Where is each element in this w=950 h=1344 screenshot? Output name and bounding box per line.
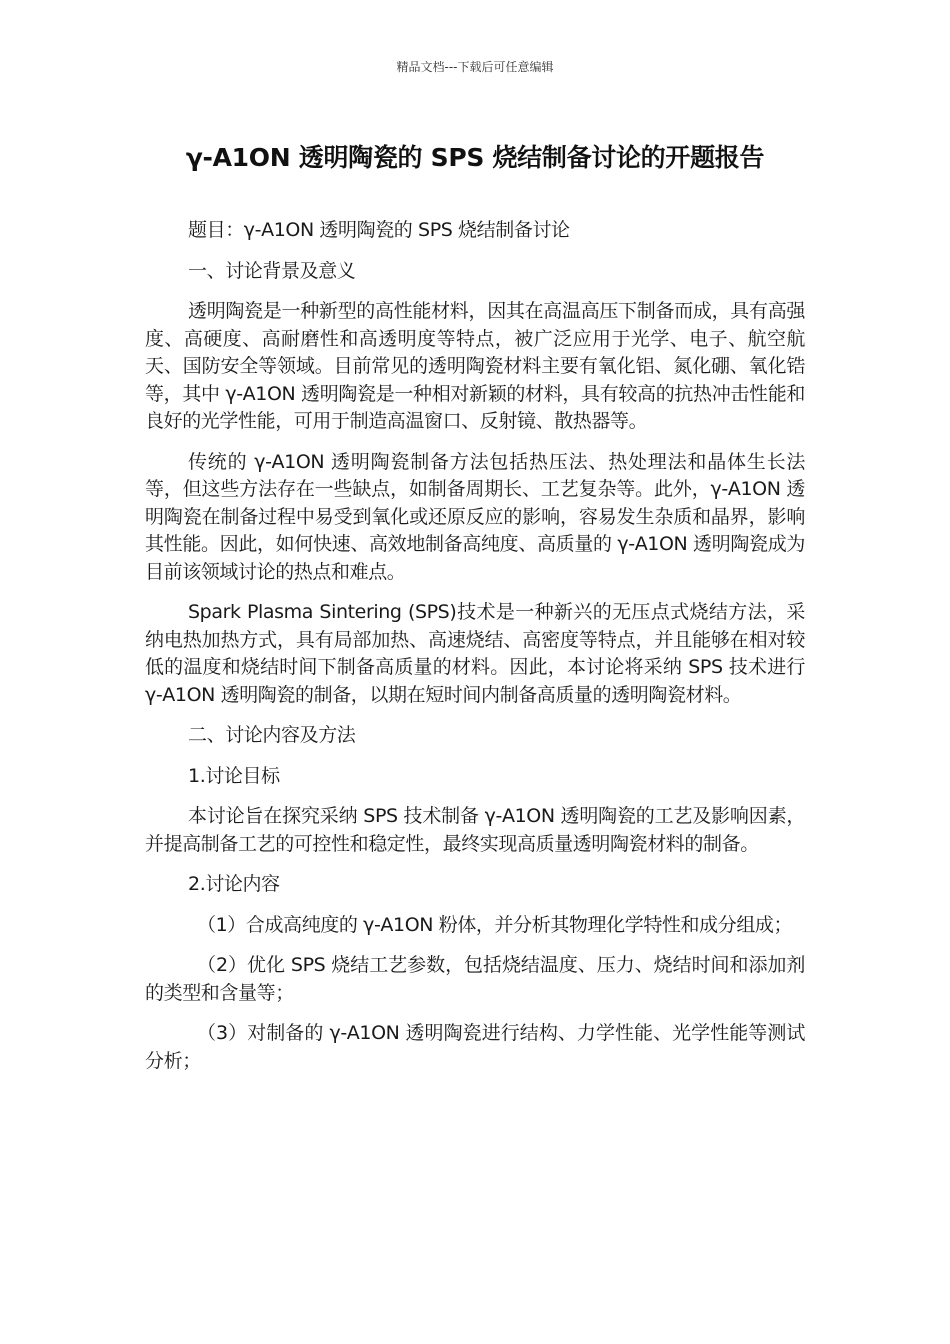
paragraph-background-1: 透明陶瓷是一种新型的高性能材料，因其在高温高压下制备而成，具有高强度、高硬度、高耐磨性和高透明度等特点，被广泛应用于光学、电子、航空航天、国防安全等领域。目前常见的透明陶瓷材料主要有氧化铝、氮化硼、氧化锆等，其中 γ-A1ON 透明陶瓷是一种相对新颖的材料，具有较高的抗热冲击性能和良好的光学性能，可用于制造高温窗口、反射镜、散热器等。 bbox=[145, 300, 805, 432]
subheading-objective: 1.讨论目标 bbox=[188, 764, 280, 787]
section-heading-content-methods: 二、讨论内容及方法 bbox=[188, 724, 356, 746]
paragraph-background-3: Spark Plasma Sintering (SPS)技术是一种新兴的无压点式烧结方法，采纳电热加热方式，具有局部加热、高速烧结、高密度等特点，并且能够在相对较低的温度和烧结时间下制备高质量的材料。因此，本讨论将采纳 SPS 技术进行 γ-A1ON 透明陶瓷的制备，以期在短时间内制备高质量的透明陶瓷材料。 bbox=[145, 601, 805, 706]
document-body bbox=[145, 217, 805, 1088]
list-item-2: （2）优化 SPS 烧结工艺参数，包括烧结温度、压力、烧结时间和添加剂的类型和含量等； bbox=[145, 954, 805, 1004]
topic-line: 题目：γ-A1ON 透明陶瓷的 SPS 烧结制备讨论 bbox=[188, 219, 570, 241]
list-item-1: （1）合成高纯度的 γ-A1ON 粉体，并分析其物理化学特性和成分组成； bbox=[197, 913, 793, 936]
list-item-3: （3）对制备的 γ-A1ON 透明陶瓷进行结构、力学性能、光学性能等测试分析； bbox=[145, 1022, 805, 1072]
page-header-note: 精品文档---下载后可任意编辑 bbox=[396, 60, 554, 74]
paragraph-objective: 本讨论旨在探究采纳 SPS 技术制备 γ-A1ON 透明陶瓷的工艺及影响因素，并提高制备工艺的可控性和稳定性，最终实现高质量透明陶瓷材料的制备。 bbox=[145, 805, 805, 855]
paragraph-background-2: 传统的 γ-A1ON 透明陶瓷制备方法包括热压法、热处理法和晶体生长法等，但这些方法存在一些缺点，如制备周期长、工艺复杂等。此外，γ-A1ON 透明陶瓷在制备过程中易受到氧化或还原反应的影响，容易发生杂质和晶界，影响其性能。因此，如何快速、高效地制备高纯度、高质量的 γ-A1ON 透明陶瓷成为目前该领域讨论的热点和难点。 bbox=[145, 450, 805, 583]
subheading-content: 2.讨论内容 bbox=[188, 873, 280, 895]
section-heading-background: 一、讨论背景及意义 bbox=[188, 259, 356, 282]
document-title: γ-A1ON 透明陶瓷的 SPS 烧结制备讨论的开题报告 bbox=[185, 143, 765, 172]
